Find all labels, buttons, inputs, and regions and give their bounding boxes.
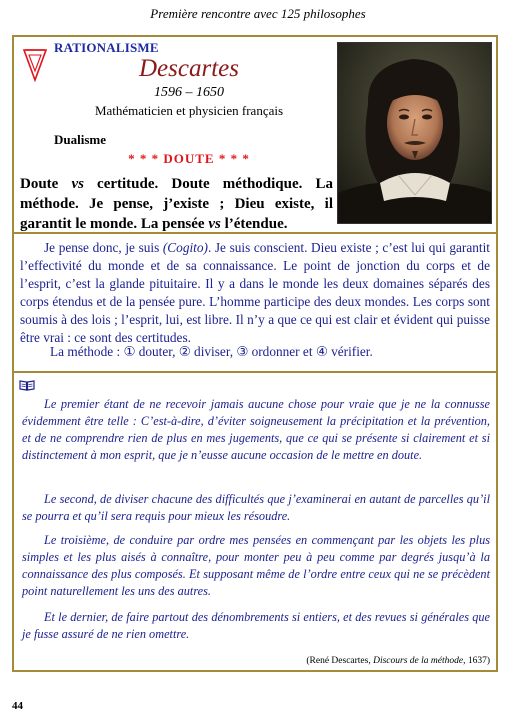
summary-text: l’étendue. (220, 216, 288, 232)
quote-section (14, 371, 496, 672)
citation-work: Discours de la méthode (373, 656, 464, 666)
key-concept: Dualisme (54, 132, 106, 147)
body-text: Je pense donc, je suis (44, 240, 163, 255)
quote-paragraph: Et le dernier, de faire partout des dénombrements si entiers, et des revues si générales que je fusse assuré de ne rien omettre. (22, 610, 490, 641)
header-section (14, 37, 496, 231)
cogito-term: (Cogito) (162, 240, 208, 255)
page-number: 44 (12, 700, 23, 712)
portrait-image (337, 42, 492, 224)
philosopher-description: Mathématicien et physicien français (94, 103, 284, 118)
running-head: Première rencontre avec 125 philosophes (150, 6, 366, 21)
philosopher-name: Descartes (139, 55, 239, 82)
body-paragraph (20, 239, 490, 347)
inverted-triangle-icon (22, 47, 48, 83)
section-title: * * * DOUTE * * * (128, 151, 250, 166)
open-book-icon (19, 379, 35, 391)
body-section (14, 232, 496, 372)
body-text: . Je suis conscient. Dieu existe ; c’est lui qui garantit l’effectivité du monde et de sa connaissance. Le point de jonction du corps et de l’esprit, c’est la glande pituitaire. Il y a dans le monde les deux domaines séparés des corps étendus et de la pensée pure. L’homme participe des deux mondes. Les corps sont soumis à des lois ; l’esprit, lui, est libre. Il n’y a que ce qui est clair et évident qui puisse être vrai : ce sont des certitudes. (20, 240, 490, 345)
summary-text: certitude. Doute méthodique. La méthode. Je pense, j’existe ; Dieu existe, il garantit le monde. La pensée (20, 176, 333, 232)
life-dates: 1596 – 1650 (154, 85, 224, 100)
philosopher-card (12, 35, 498, 672)
quote-paragraph: Le second, de diviser chacune des difficultés que j’examinerai en autant de parcelles qu’il se pourra et qu’il sera requis pour mieux les résoudre. (22, 492, 490, 523)
citation-year: , 1637) (463, 656, 490, 666)
portrait-illustration (338, 43, 492, 224)
quote-paragraph: Le troisième, de conduire par ordre mes pensées en commençant par les objets les plus simples et les plus aisés à connaître, pour monter peu à peu comme par degrés jusqu’à la connaissance des plus composés. Et supposant même de l’ordre entre ceux qui ne se précèdent point naturellement les uns des autres. (22, 533, 490, 598)
summary-paragraph (20, 174, 333, 234)
school-category: RATIONALISME (54, 40, 159, 55)
quote-citation (306, 656, 490, 666)
citation-author: (René Descartes, (306, 656, 374, 666)
quote-paragraph: Le premier étant de ne recevoir jamais aucune chose pour vraie que je ne la connusse évidemment être telle : C’est-à-dire, d’éviter soigneusement la précipitation et la prévention, et de ne comprendre rien de plus en mes jugements, que ce qui se présente si clairement et si distinctement à mon esprit, que je n’eusse aucune occasion de le mettre en doute. (22, 397, 490, 462)
summary-versus: vs (208, 216, 221, 232)
summary-versus: vs (71, 176, 84, 192)
summary-text: Doute (20, 176, 72, 192)
method-line: La méthode : ① douter, ② diviser, ③ ordonner et ④ vérifier. (50, 344, 373, 359)
